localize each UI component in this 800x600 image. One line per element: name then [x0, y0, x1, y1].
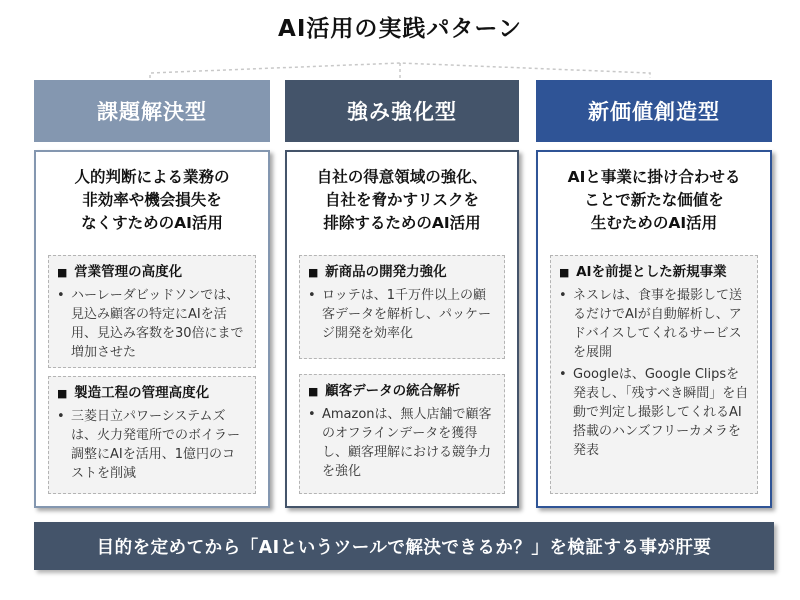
- bullet-item: • ネスレは、食事を撮影して送るだけでAIが自動解析し、アドバイスしてくれるサービスを展開: [559, 288, 743, 360]
- bullet-dot-icon: •: [559, 288, 567, 303]
- column-header-new-value: 新価値創造型: [536, 80, 772, 142]
- column-card-new-value: [536, 150, 772, 508]
- example-box: [299, 374, 505, 494]
- bullet-item: • Googleは、Google Clipsを発表し、「残すべき瞬間」を自動で判定し撮影してくれるAI搭載のハンズフリーカメラを発表: [559, 367, 749, 458]
- example-title: ■ 顧客データの統合解析: [308, 383, 461, 399]
- square-bullet-icon: ■: [57, 387, 68, 400]
- bullet-item: • Amazonは、無人店舗で顧客のオフラインデータを獲得し、顧客理解における競争力を強化: [308, 407, 492, 479]
- bracket-connector: [0, 0, 800, 82]
- bullet-dot-icon: •: [57, 288, 65, 303]
- page-title: AI活用の実践パターン: [278, 16, 522, 42]
- square-bullet-icon: ■: [308, 266, 319, 279]
- bullet-item: • ロッテは、1千万件以上の顧客データを解析し、パッケージ開発を効率化: [308, 288, 492, 341]
- bullet-dot-icon: •: [308, 288, 316, 303]
- example-title: ■ 製造工程の管理高度化: [57, 385, 210, 401]
- square-bullet-icon: ■: [308, 385, 319, 398]
- conclusion-banner: 目的を定めてから「AIというツールで解決できるか？」を検証する事が肝要: [34, 522, 774, 570]
- bullet-item: • ハーレーダビッドソンでは、見込み顧客の特定にAIを活用、見込み客数を30倍にまで増加させた: [57, 288, 244, 360]
- column-summary: AIと事業に掛け合わせる ことで新たな価値を 生むためのAI活用: [567, 168, 741, 232]
- example-box: [299, 255, 505, 359]
- column-summary: 自社の得意領域の強化、 自社を脅かすリスクを 排除するためのAI活用: [316, 168, 488, 232]
- bullet-item: • 三菱日立パワーシステムズは、火力発電所でのボイラー調整にAIを活用、1億円のコストを削減: [57, 409, 241, 481]
- square-bullet-icon: ■: [559, 266, 570, 279]
- column-header-problem-solving: 課題解決型: [34, 80, 270, 142]
- example-box: [48, 255, 256, 368]
- example-title: ■ AIを前提とした新規事業: [559, 264, 727, 280]
- column-card-problem-solving: [34, 150, 270, 508]
- example-title: ■ 営業管理の高度化: [57, 264, 183, 280]
- square-bullet-icon: ■: [57, 266, 68, 279]
- example-box: [48, 376, 256, 494]
- example-box: [550, 255, 758, 494]
- column-card-strength: [285, 150, 519, 508]
- column-summary: 人的判断による業務の 非効率や機会損失を なくすためのAI活用: [74, 168, 230, 232]
- bullet-dot-icon: •: [559, 367, 567, 382]
- bullet-dot-icon: •: [57, 409, 65, 424]
- column-header-strength: 強み強化型: [285, 80, 519, 142]
- bullet-dot-icon: •: [308, 407, 316, 422]
- example-title: ■ 新商品の開発力強化: [308, 264, 447, 280]
